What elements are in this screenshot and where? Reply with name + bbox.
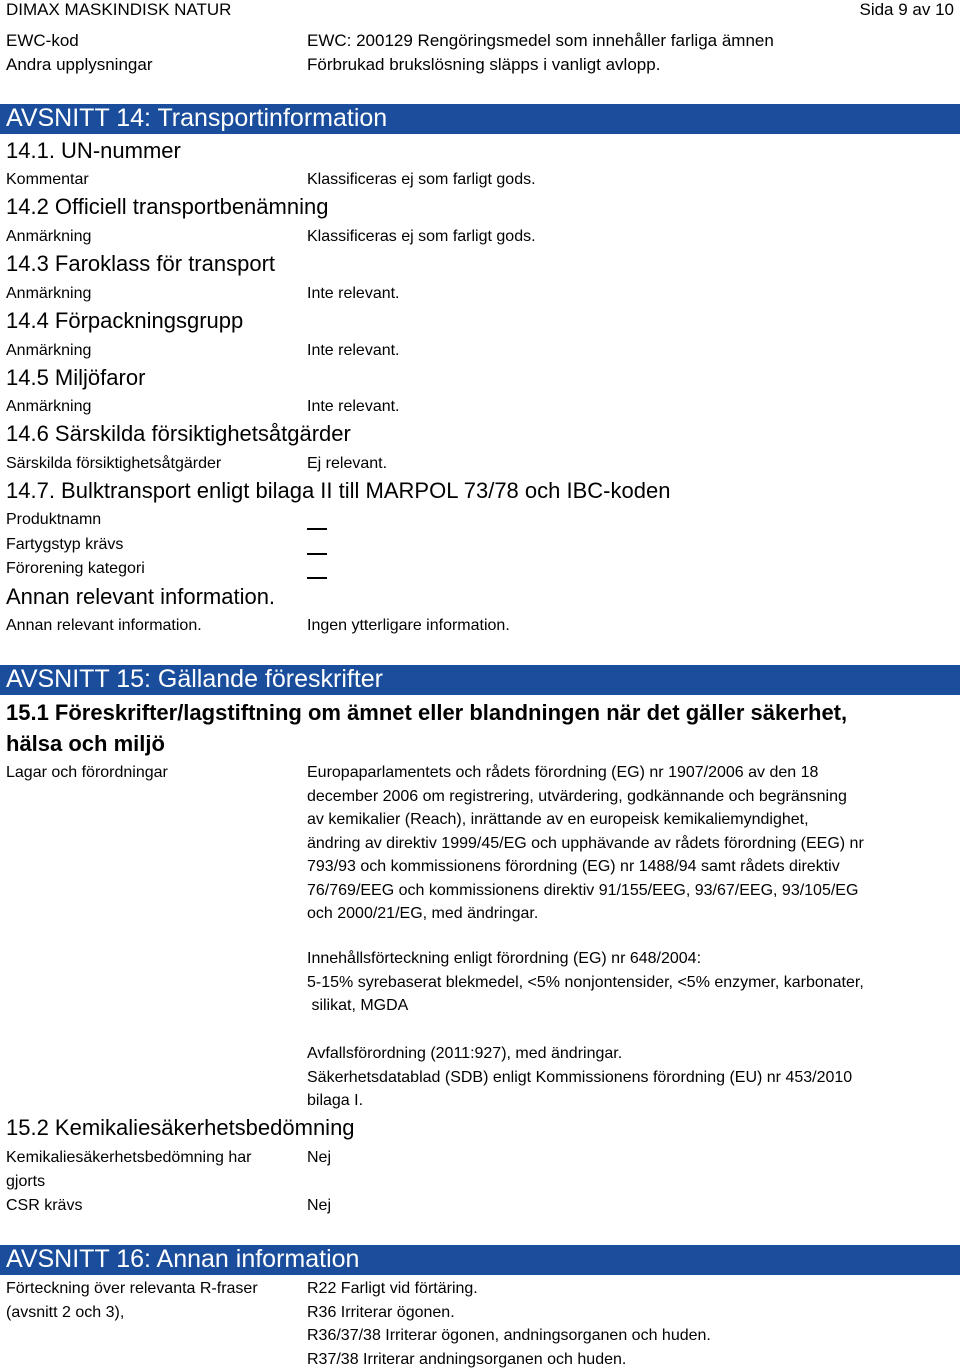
un-comment-label: Kommentar <box>6 171 89 188</box>
section-15-title: AVSNITT 15: Gällande föreskrifter <box>6 665 384 693</box>
text-line: 793/93 och kommissionens förordning (EG) nr 1488/94 samt rådets direktiv <box>307 858 840 875</box>
other-relevant-value: Ingen ytterligare information. <box>307 617 510 634</box>
other-relevant-heading: Annan relevant information. <box>6 584 276 609</box>
section-16-rule <box>0 1273 960 1275</box>
env-hazards-value: Inte relevant. <box>307 398 400 415</box>
r-phrase: R36/37/38 Irriterar ögonen, andningsorganen och huden. <box>307 1327 711 1344</box>
transport-name-label: Anmärkning <box>6 228 92 245</box>
section-15-band <box>0 665 960 693</box>
text-line: december 2006 om registrering, utvärdering, godkännande och begränsning <box>307 787 847 805</box>
text-line: Innehållsförteckning enligt förordning (EG) nr 648/2004: <box>307 950 702 967</box>
precautions-heading: 14.6 Särskilda försiktighetsåtgärder <box>6 421 351 446</box>
packing-group-heading: 14.4 Förpackningsgrupp <box>6 308 244 333</box>
csa-value: Nej <box>307 1149 332 1166</box>
bulk-row-dash <box>307 545 327 563</box>
text-line: (avsnitt 2 och 3), <box>6 1303 125 1321</box>
text-line: Säkerhetsdatablad (SDB) enligt Kommissionens förordning (EU) nr 453/2010 <box>307 1068 853 1086</box>
un-comment-value: Klassificeras ej som farligt gods. <box>307 171 536 188</box>
section-14-band <box>0 104 960 132</box>
precautions-value: Ej relevant. <box>307 455 388 472</box>
transport-name-heading: 14.2 Officiell transportbenämning <box>6 194 329 219</box>
other-relevant-label: Annan relevant information. <box>6 617 202 634</box>
text-line: Kemikaliesäkerhetsbedömning har <box>6 1149 252 1166</box>
r-phrase: R22 Farligt vid förtäring. <box>307 1280 478 1297</box>
hazard-class-label: Anmärkning <box>6 285 92 302</box>
text-line: ändring av direktiv 1999/45/EG och upphävande av rådets förordning (EEG) nr <box>307 834 864 852</box>
text-line: bilaga I. <box>307 1092 364 1109</box>
csa-label <box>6 1146 251 1193</box>
packing-group-label: Anmärkning <box>6 342 92 359</box>
company-name: DIMAX MASKINDISK NATUR <box>6 0 232 19</box>
bulk-row-dash <box>307 520 327 538</box>
text-line: av kemikalier (Reach), inrättande av en europeisk kemikaliemyndighet, <box>307 811 809 828</box>
env-hazards-heading: 14.5 Miljöfaror <box>6 365 146 390</box>
bulk-row-label: Produktnamn <box>6 511 102 528</box>
bulk-row-dash <box>307 569 327 587</box>
regulations-heading-line2: hälsa och miljö <box>6 731 165 756</box>
text-line: Förteckning över relevanta R-fraser <box>6 1280 258 1297</box>
text-line: Avfallsförordning (2011:927), med ändringar. <box>307 1045 623 1062</box>
other-info-label: Andra upplysningar <box>6 55 153 74</box>
r-phrases-list <box>307 1277 711 1371</box>
r-phrases-label <box>6 1277 258 1324</box>
csr-value: Nej <box>307 1197 332 1214</box>
r-phrase: R36 Irriterar ögonen. <box>307 1303 455 1321</box>
text-line: 5-15% syrebaserat blekmedel, <5% nonjontensider, <5% enzymer, karbonater, <box>307 973 864 991</box>
laws-label: Lagar och förordningar <box>6 764 168 781</box>
section-16-band <box>0 1245 960 1273</box>
transport-name-value: Klassificeras ej som farligt gods. <box>307 228 536 245</box>
r-phrase: R37/38 Irriterar andningsorganen och huden. <box>307 1350 627 1368</box>
text-line: 76/769/EEG och kommissionens direktiv 91/155/EEG, 93/67/EEG, 93/105/EG <box>307 881 859 899</box>
chemical-assessment-heading: 15.2 Kemikaliesäkerhetsbedömning <box>6 1115 355 1140</box>
un-number-heading: 14.1. UN-nummer <box>6 138 181 163</box>
env-hazards-label: Anmärkning <box>6 398 92 415</box>
text-line: gjorts <box>6 1172 46 1190</box>
csr-label: CSR krävs <box>6 1197 83 1214</box>
text-line: silikat, MGDA <box>307 997 409 1014</box>
text-line: Europaparlamentets och rådets förordning (EG) nr 1907/2006 av den 18 <box>307 764 819 781</box>
ewc-label: EWC-kod <box>6 31 79 50</box>
hazard-class-value: Inte relevant. <box>307 285 400 302</box>
section-14-title: AVSNITT 14: Transportinformation <box>6 104 388 132</box>
section-14-rule <box>0 132 960 134</box>
laws-paragraph-reach <box>307 761 864 926</box>
precautions-label: Särskilda försiktighetsåtgärder <box>6 455 222 472</box>
regulations-heading-line1: 15.1 Föreskrifter/lagstiftning om ämnet eller blandningen när det gäller säkerhet, <box>6 700 848 725</box>
laws-paragraph-waste <box>307 1042 852 1113</box>
bulk-transport-heading: 14.7. Bulktransport enligt bilaga II till MARPOL 73/78 och IBC-koden <box>6 478 671 503</box>
bulk-row-label: Förorening kategori <box>6 560 145 577</box>
laws-paragraph-ingredients <box>307 947 864 1018</box>
hazard-class-heading: 14.3 Faroklass för transport <box>6 251 276 276</box>
ewc-value: EWC: 200129 Rengöringsmedel som innehåller farliga ämnen <box>307 31 774 50</box>
text-line: och 2000/21/EG, med ändringar. <box>307 905 539 922</box>
section-16-title: AVSNITT 16: Annan information <box>6 1245 360 1273</box>
bulk-row-label: Fartygstyp krävs <box>6 536 124 553</box>
packing-group-value: Inte relevant. <box>307 342 400 359</box>
section-15-rule <box>0 693 960 695</box>
other-info-value: Förbrukad brukslösning släpps i vanligt avlopp. <box>307 55 661 74</box>
page-number: Sida 9 av 10 <box>859 0 954 19</box>
